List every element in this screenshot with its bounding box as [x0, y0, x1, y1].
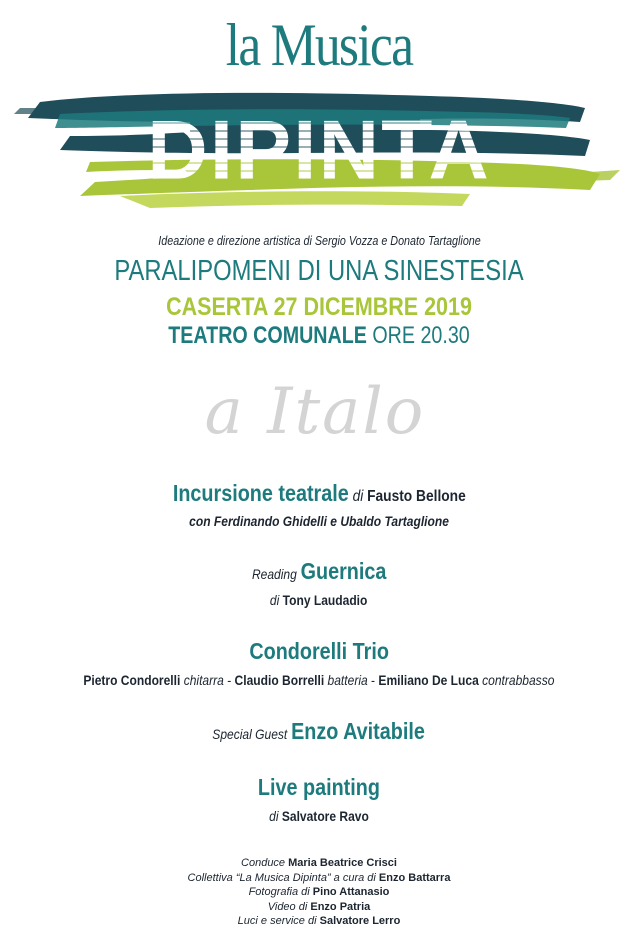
credit-name-4: Enzo Patria — [310, 900, 371, 913]
painting-author: Salvatore Ravo — [281, 808, 369, 824]
credit-line-4 — [0, 900, 638, 915]
credit-label-4: Video di — [267, 900, 308, 913]
guest-line — [213, 716, 426, 750]
reading-by: di — [270, 592, 280, 608]
credit-name-2: Enzo Battarra — [378, 871, 451, 884]
dedication-script: a Italo — [204, 375, 426, 449]
credit-line-1 — [0, 856, 638, 871]
trio-sep-2: - — [371, 672, 376, 688]
incursione-title-line — [173, 478, 466, 512]
trio-member-2: Claudio Borrelli — [234, 672, 325, 688]
venue: TEATRO COMUNALE — [168, 322, 367, 349]
reading-prefix: Reading — [251, 566, 297, 582]
artistic-direction-line — [0, 234, 638, 248]
credit-name-5: Salvatore Lerro — [319, 915, 401, 928]
trio-sep-1: - — [227, 672, 232, 688]
reading-author: Tony Laudadio — [283, 592, 368, 608]
incursione-section — [0, 478, 638, 531]
credit-line-2 — [0, 871, 638, 886]
trio-member-3: Emiliano De Luca — [378, 672, 479, 688]
credit-line-5 — [0, 914, 638, 929]
painting-section — [0, 772, 638, 826]
trio-title-line — [249, 636, 389, 670]
credit-name-3: Pino Attanasio — [312, 886, 390, 899]
reading-title-line — [252, 556, 386, 590]
painting-by: di — [269, 808, 279, 824]
event-date: CASERTA 27 DICEMBRE 2019 — [166, 293, 472, 321]
trio-role-2: batteria — [327, 672, 368, 688]
reading-author-line — [270, 590, 367, 610]
guest-prefix: Special Guest — [212, 726, 288, 742]
painting-title-line — [258, 772, 380, 806]
trio-section — [0, 636, 638, 690]
time: ORE 20.30 — [372, 322, 470, 349]
credit-label-3: Fotografia di — [248, 886, 310, 899]
incursione-title: Incursione teatrale — [172, 480, 349, 506]
trio-members-line — [83, 670, 554, 690]
trio-title: Condorelli Trio — [249, 638, 389, 664]
incursione-author: Fausto Bellone — [366, 488, 466, 505]
credits-block — [0, 856, 638, 929]
incursione-by: di — [352, 488, 363, 505]
reading-title: Guernica — [300, 558, 387, 584]
venue-time-line — [57, 322, 580, 350]
trio-member-1: Pietro Condorelli — [83, 672, 181, 688]
subtitle: PARALIPOMENI DI UNA SINESTESIA — [114, 255, 524, 287]
title-dipinta: DIPINTA — [0, 100, 638, 200]
painting-title: Live painting — [258, 774, 380, 800]
guest-section — [0, 716, 638, 750]
painting-author-line — [269, 806, 369, 826]
credit-line-3 — [0, 885, 638, 900]
credit-label-5: Luci e service di — [237, 915, 317, 928]
incursione-cast: con Ferdinando Ghidelli e Ubaldo Tartaglione — [189, 513, 449, 529]
trio-role-1: chitarra — [183, 672, 224, 688]
reading-section — [0, 556, 638, 610]
guest-name: Enzo Avitabile — [291, 718, 426, 744]
trio-role-3: contrabbasso — [482, 672, 555, 688]
artistic-direction-text: Ideazione e direzione artistica di Sergio Vozza e Donato Tartaglione — [157, 234, 481, 248]
credit-label-2: Collettiva “La Musica Dipinta” a cura di — [187, 871, 376, 884]
credit-label-1: Conduce — [241, 857, 286, 869]
title-la-musica: la Musica — [225, 12, 413, 78]
credit-name-1: Maria Beatrice Crisci — [288, 857, 397, 869]
